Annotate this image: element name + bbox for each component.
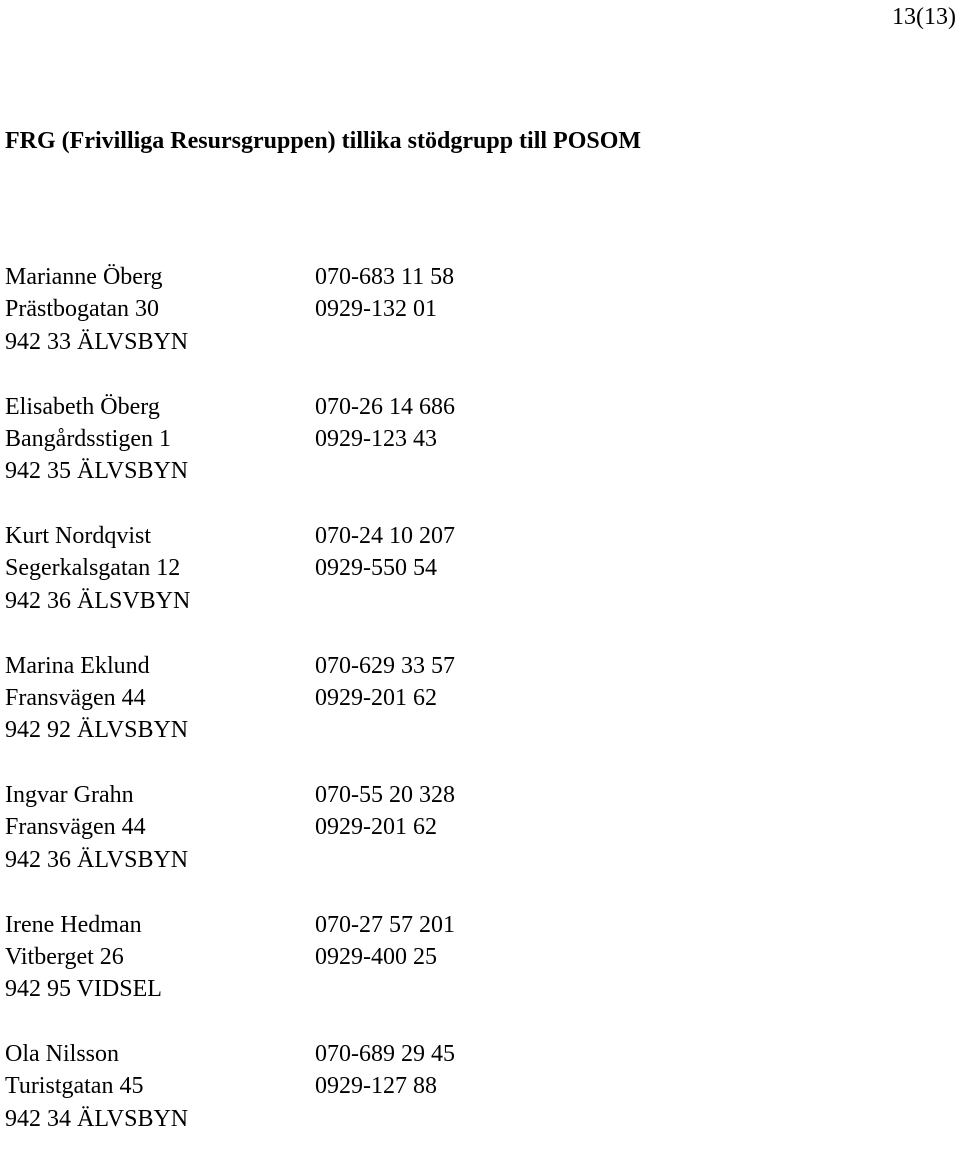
contact-row-street <box>5 811 905 843</box>
contact-street: Turistgatan 45 <box>5 1073 144 1100</box>
contact-mobile: 070-629 33 57 <box>315 652 455 679</box>
contact-mobile: 070-55 20 328 <box>315 782 455 808</box>
contact-entry <box>5 261 905 391</box>
contact-row-postal <box>5 455 905 487</box>
contact-name: Ingvar Grahn <box>5 782 134 808</box>
contact-row-name <box>5 261 905 293</box>
contact-row-name <box>5 391 905 423</box>
contact-row-name <box>5 520 905 552</box>
contact-name: Elisabeth Öberg <box>5 393 160 420</box>
document-title: FRG (Frivilliga Resursgruppen) tillika stödgrupp till POSOM <box>5 128 642 154</box>
contact-postal: 942 34 ÄLVSBYN <box>5 1105 189 1132</box>
contact-name: Marina Eklund <box>5 652 150 679</box>
contact-street: Bangårdsstigen 1 <box>5 425 171 452</box>
contact-name: Marianne Öberg <box>5 264 163 290</box>
contact-row-postal <box>5 973 905 1005</box>
contact-row-street <box>5 423 905 455</box>
contact-street: Segerkalsgatan 12 <box>5 555 181 582</box>
contact-entry <box>5 779 905 909</box>
contact-postal: 942 33 ÄLVSBYN <box>5 328 189 355</box>
contact-row-postal <box>5 844 905 876</box>
contact-phone: 0929-123 43 <box>315 425 437 452</box>
contact-row-name <box>5 650 905 682</box>
contact-row-name <box>5 779 905 811</box>
contact-phone: 0929-400 25 <box>315 943 437 970</box>
contact-mobile: 070-26 14 686 <box>315 393 455 420</box>
contact-row-street <box>5 293 905 325</box>
contact-name: Kurt Nordqvist <box>5 523 151 549</box>
contact-row-name <box>5 909 905 941</box>
contact-postal: 942 35 ÄLVSBYN <box>5 458 189 485</box>
contact-entry <box>5 1038 905 1168</box>
contact-street: Fransvägen 44 <box>5 814 146 841</box>
contact-entry <box>5 391 905 521</box>
contact-row-street <box>5 682 905 714</box>
contact-postal: 942 36 ÄLVSBYN <box>5 846 189 873</box>
contact-name: Ola Nilsson <box>5 1041 119 1067</box>
contact-entry <box>5 909 905 1039</box>
contact-postal: 942 36 ÄLSVBYN <box>5 587 191 614</box>
contact-mobile: 070-27 57 201 <box>315 911 455 938</box>
contact-postal: 942 95 VIDSEL <box>5 976 162 1003</box>
contact-row-postal <box>5 585 905 617</box>
contact-row-street <box>5 1070 905 1102</box>
contact-row-street <box>5 552 905 584</box>
contact-street: Fransvägen 44 <box>5 684 146 711</box>
contact-phone: 0929-201 62 <box>315 684 437 711</box>
contact-street: Prästbogatan 30 <box>5 296 159 323</box>
contact-row-name <box>5 1038 905 1070</box>
contact-phone: 0929-550 54 <box>315 555 437 582</box>
contact-row-postal <box>5 1103 905 1135</box>
contact-phone: 0929-201 62 <box>315 814 437 841</box>
page-number: 13(13) <box>892 4 956 30</box>
contact-row-postal <box>5 326 905 358</box>
contact-mobile: 070-683 11 58 <box>315 264 455 290</box>
contact-list <box>5 261 905 1168</box>
contact-entry <box>5 650 905 780</box>
contact-phone: 0929-132 01 <box>315 296 437 323</box>
contact-phone: 0929-127 88 <box>315 1073 437 1100</box>
contact-mobile: 070-24 10 207 <box>315 523 455 549</box>
contact-postal: 942 92 ÄLVSBYN <box>5 717 189 744</box>
contact-entry <box>5 520 905 650</box>
contact-row-street <box>5 941 905 973</box>
contact-street: Vitberget 26 <box>5 943 124 970</box>
contact-row-postal <box>5 714 905 746</box>
contact-mobile: 070-689 29 45 <box>315 1041 455 1067</box>
contact-name: Irene Hedman <box>5 911 142 938</box>
